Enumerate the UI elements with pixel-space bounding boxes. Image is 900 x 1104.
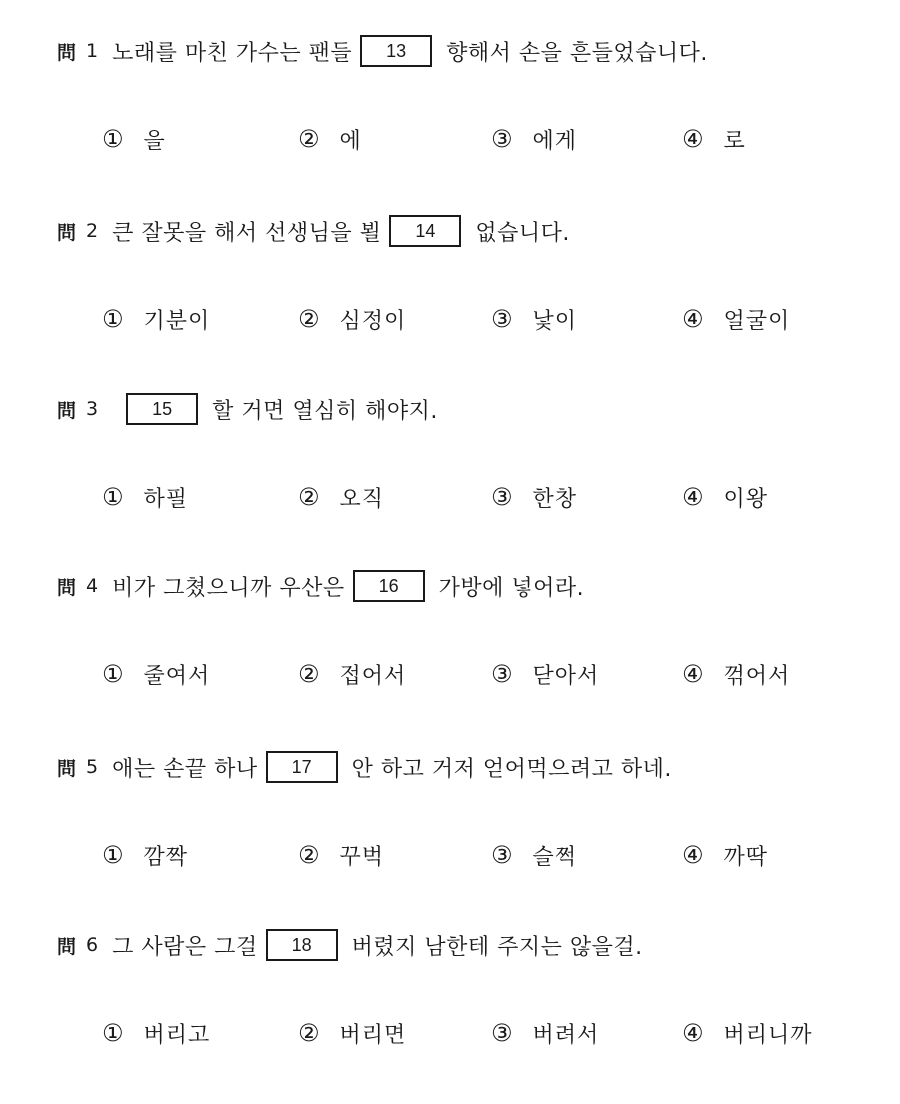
- question-text-after: 가방에 넣어라.: [438, 575, 585, 601]
- question-number: 3: [86, 398, 99, 420]
- choice-number-mark: ③: [491, 841, 513, 869]
- choice-number-mark: ④: [682, 660, 704, 688]
- question-1: [57, 31, 877, 154]
- choice-2[interactable]: [298, 654, 406, 694]
- choice-number-mark: ④: [682, 125, 704, 153]
- choice-list: [102, 299, 862, 339]
- question-stem: [57, 925, 643, 965]
- choice-number-mark: ④: [682, 305, 704, 333]
- choice-3[interactable]: [491, 654, 599, 694]
- choice-text: 꺾어서: [723, 663, 791, 689]
- choice-number-mark: ②: [298, 305, 320, 333]
- question-number: 5: [86, 756, 99, 778]
- choice-2[interactable]: [298, 477, 384, 517]
- choice-text: 을: [143, 128, 166, 154]
- choice-text: 얼굴이: [723, 308, 791, 334]
- question-text-after: 없습니다.: [475, 220, 570, 246]
- choice-text: 줄여서: [143, 663, 211, 689]
- choice-3[interactable]: [491, 119, 577, 159]
- choice-4[interactable]: [682, 1013, 813, 1053]
- question-5: [57, 747, 877, 870]
- choice-4[interactable]: [682, 299, 790, 339]
- choice-text: 한창: [532, 486, 578, 512]
- question-text-before: 노래를 마친 가수는 팬들: [112, 40, 353, 66]
- answer-blank-box: 14: [389, 215, 461, 247]
- choice-text: 닫아서: [532, 663, 600, 689]
- choice-1[interactable]: [102, 299, 210, 339]
- choice-text: 로: [723, 128, 746, 154]
- choice-number-mark: ④: [682, 841, 704, 869]
- question-text-after: 향해서 손을 흔들었습니다.: [446, 40, 708, 66]
- question-number: 1: [86, 40, 99, 62]
- question-text-before: 큰 잘못을 해서 선생님을 뵐: [112, 220, 382, 246]
- choice-text: 버려서: [532, 1022, 600, 1048]
- choice-1[interactable]: [102, 477, 188, 517]
- choice-text: 이왕: [723, 486, 769, 512]
- choice-list: [102, 1013, 862, 1053]
- choice-number-mark: ①: [102, 660, 124, 688]
- choice-1[interactable]: [102, 835, 188, 875]
- question-number: 6: [86, 934, 99, 956]
- question-number: 4: [86, 575, 99, 597]
- question-label: 問: [57, 757, 77, 780]
- question-3: [57, 389, 877, 512]
- question-stem: [57, 566, 584, 606]
- choice-number-mark: ①: [102, 841, 124, 869]
- choice-number-mark: ②: [298, 660, 320, 688]
- choice-text: 심정이: [339, 308, 407, 334]
- choice-2[interactable]: [298, 1013, 406, 1053]
- question-label: 問: [57, 41, 77, 64]
- choice-number-mark: ①: [102, 483, 124, 511]
- answer-blank-box: 18: [266, 929, 338, 961]
- choice-4[interactable]: [682, 119, 746, 159]
- choice-1[interactable]: [102, 654, 210, 694]
- question-label: 問: [57, 576, 77, 599]
- choice-text: 오직: [339, 486, 385, 512]
- choice-text: 버리면: [339, 1022, 407, 1048]
- question-text-after: 버렸지 남한테 주지는 않을걸.: [351, 934, 643, 960]
- choice-number-mark: ④: [682, 483, 704, 511]
- choice-number-mark: ①: [102, 1019, 124, 1047]
- choice-2[interactable]: [298, 835, 384, 875]
- choice-text: 슬쩍: [532, 844, 578, 870]
- question-stem: [57, 31, 708, 71]
- choice-text: 버리고: [143, 1022, 211, 1048]
- question-number: 2: [86, 220, 99, 242]
- choice-1[interactable]: [102, 119, 166, 159]
- choice-list: [102, 654, 862, 694]
- question-label: 問: [57, 221, 77, 244]
- choice-number-mark: ①: [102, 305, 124, 333]
- choice-4[interactable]: [682, 654, 790, 694]
- choice-text: 하필: [143, 486, 189, 512]
- question-text-after: 안 하고 거저 얻어먹으려고 하네.: [351, 756, 672, 782]
- choice-4[interactable]: [682, 835, 768, 875]
- question-stem: [57, 747, 672, 787]
- choice-text: 접어서: [339, 663, 407, 689]
- choice-4[interactable]: [682, 477, 768, 517]
- choice-1[interactable]: [102, 1013, 210, 1053]
- choice-text: 까딱: [723, 844, 769, 870]
- choice-number-mark: ③: [491, 125, 513, 153]
- choice-text: 낯이: [532, 308, 578, 334]
- choice-3[interactable]: [491, 299, 577, 339]
- choice-3[interactable]: [491, 477, 577, 517]
- answer-blank-box: 13: [360, 35, 432, 67]
- question-4: [57, 566, 877, 689]
- question-stem: [57, 389, 438, 429]
- choice-2[interactable]: [298, 299, 406, 339]
- choice-text: 기분이: [143, 308, 211, 334]
- choice-text: 꾸벅: [339, 844, 385, 870]
- choice-number-mark: ②: [298, 483, 320, 511]
- question-text-after: 할 거면 열심히 해야지.: [212, 398, 438, 424]
- question-label: 問: [57, 399, 77, 422]
- question-6: [57, 925, 877, 1048]
- choice-list: [102, 477, 862, 517]
- question-2: [57, 211, 877, 334]
- choice-number-mark: ③: [491, 660, 513, 688]
- choice-number-mark: ③: [491, 483, 513, 511]
- choice-number-mark: ④: [682, 1019, 704, 1047]
- choice-text: 깜짝: [143, 844, 189, 870]
- choice-2[interactable]: [298, 119, 362, 159]
- choice-text: 에게: [532, 128, 578, 154]
- question-stem: [57, 211, 570, 251]
- choice-3[interactable]: [491, 1013, 599, 1053]
- choice-text: 에: [339, 128, 362, 154]
- choice-number-mark: ③: [491, 1019, 513, 1047]
- choice-number-mark: ③: [491, 305, 513, 333]
- choice-number-mark: ①: [102, 125, 124, 153]
- question-text-before: 비가 그쳤으니까 우산은: [112, 575, 345, 601]
- question-label: 問: [57, 935, 77, 958]
- choice-number-mark: ②: [298, 841, 320, 869]
- choice-number-mark: ②: [298, 1019, 320, 1047]
- choice-list: [102, 835, 862, 875]
- question-text-before: 그 사람은 그걸: [112, 934, 258, 960]
- choice-text: 버리니까: [723, 1022, 813, 1048]
- question-text-before: 애는 손끝 하나: [112, 756, 258, 782]
- choice-list: [102, 119, 862, 159]
- answer-blank-box: 16: [353, 570, 425, 602]
- choice-number-mark: ②: [298, 125, 320, 153]
- choice-3[interactable]: [491, 835, 577, 875]
- answer-blank-box: 15: [126, 393, 198, 425]
- answer-blank-box: 17: [266, 751, 338, 783]
